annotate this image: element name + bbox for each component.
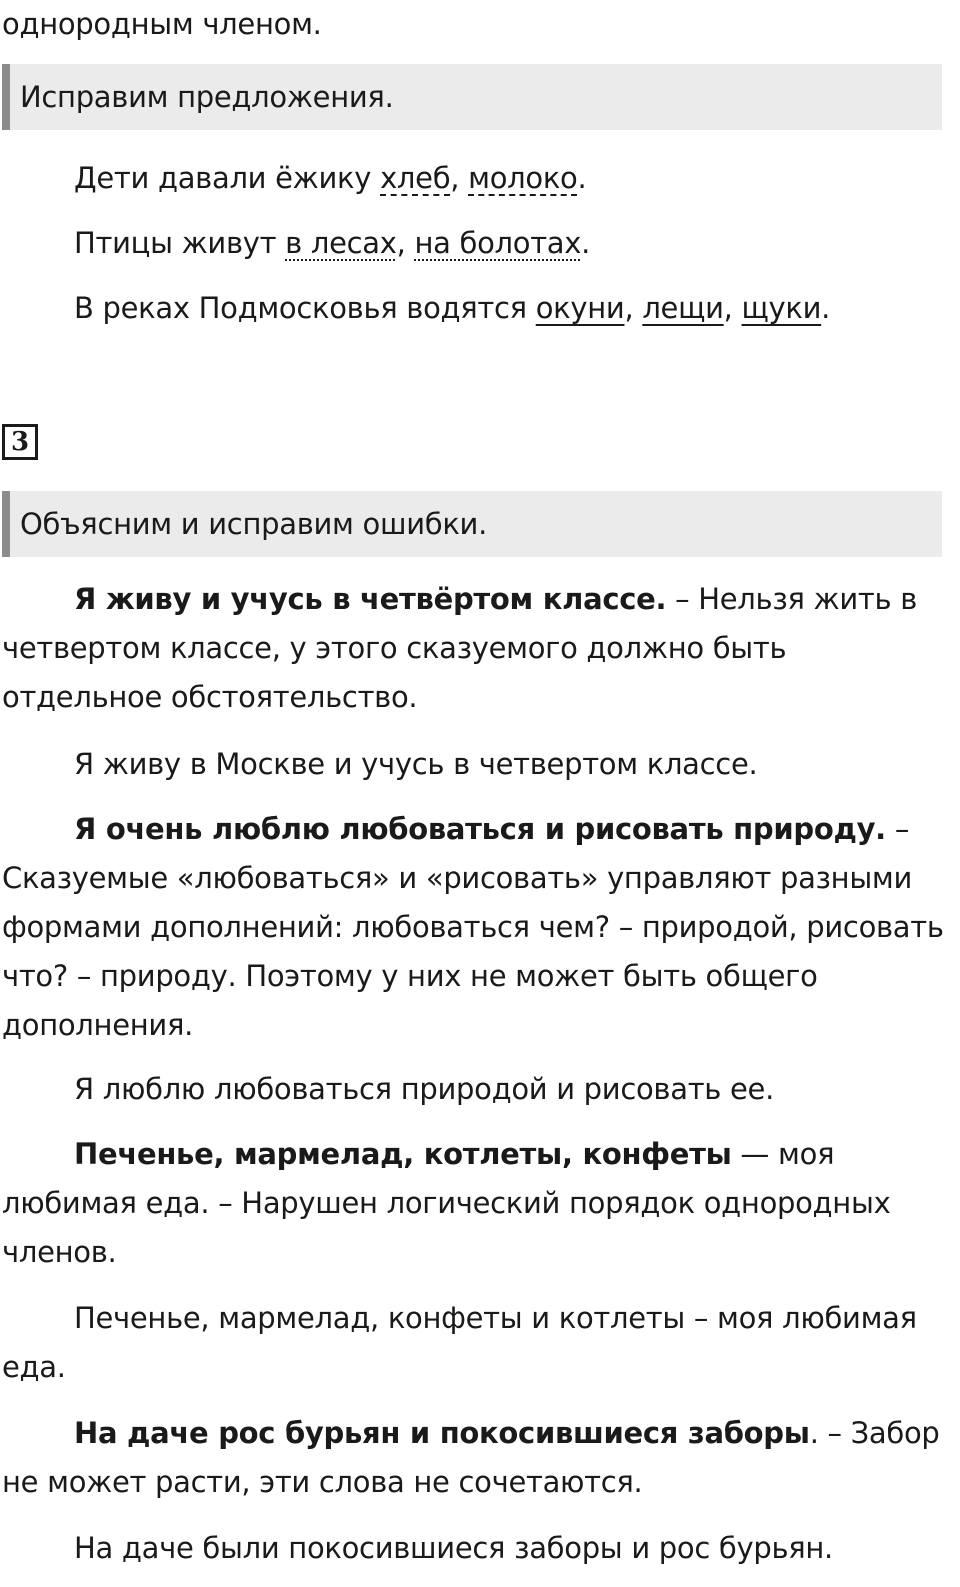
error-explanation: – Нельзя жить в четвертом классе, у этого сказуемого должно быть отдельное обстоятельство. xyxy=(2,582,917,714)
fixed-sentence-2: Я люблю любоваться природой и рисовать ее. xyxy=(74,1072,774,1106)
error-sentence: Я очень люблю любоваться и рисовать природу. xyxy=(74,812,886,846)
error-paragraph-2 xyxy=(2,805,950,1050)
task-number-box: 3 xyxy=(2,424,38,460)
sentence-end: . xyxy=(581,226,591,260)
error-explanation: . – Забор не может расти, эти слова не сочетаются. xyxy=(2,1416,940,1499)
separator: , xyxy=(624,291,643,325)
homogeneous-word: на болотах xyxy=(414,226,582,260)
sentence-2 xyxy=(74,219,590,268)
sentence-3 xyxy=(74,284,830,333)
homogeneous-word: окуни xyxy=(535,291,625,325)
homogeneous-word: в лесах xyxy=(285,226,397,260)
sentence-end: . xyxy=(577,161,587,195)
sentence-end: . xyxy=(821,291,831,325)
fixed-sentence-4: На даче были покосившиеся заборы и рос бурьян. xyxy=(74,1531,833,1565)
homogeneous-word: хлеб xyxy=(380,161,451,195)
homogeneous-word: молоко xyxy=(468,161,578,195)
banner-title: Исправим предложения. xyxy=(20,80,394,114)
error-sentence: Печенье, мармелад, котлеты, конфеты xyxy=(74,1137,732,1171)
error-paragraph-1 xyxy=(2,575,950,722)
separator: , xyxy=(450,161,469,195)
homogeneous-word: лещи xyxy=(642,291,724,325)
error-sentence: Я живу и учусь в четвёртом классе. xyxy=(74,582,667,616)
error-paragraph-4 xyxy=(2,1409,950,1507)
section-banner-fix xyxy=(2,64,942,130)
homogeneous-word: щуки xyxy=(741,291,822,325)
separator: , xyxy=(723,291,742,325)
separator: , xyxy=(396,226,415,260)
error-sentence: На даче рос бурьян и покосившиеся заборы xyxy=(74,1416,810,1450)
top-fragment-text: однородным членом. xyxy=(2,7,322,41)
error-explanation: – Сказуемые «любоваться» и «рисовать» управляют разными формами дополнений: любоваться чем? – природой, рисовать что? – природу. Поэтому у них не может быть общего дополнения. xyxy=(2,812,944,1042)
banner-title: Объясним и исправим ошибки. xyxy=(20,507,488,541)
error-paragraph-3 xyxy=(2,1130,950,1277)
sentence-text: В реках Подмосковья водятся xyxy=(74,291,536,325)
sentence-text: Птицы живут xyxy=(74,226,286,260)
error-explanation: — моя любимая еда. – Нарушен логический порядок однородных членов. xyxy=(2,1137,891,1269)
sentence-text: Дети давали ёжику xyxy=(74,161,381,195)
sentence-1 xyxy=(74,154,586,203)
fixed-sentence-3: Печенье, мармелад, конфеты и котлеты – моя любимая еда. xyxy=(2,1301,917,1384)
section-banner-errors xyxy=(2,491,942,557)
fixed-sentence-1: Я живу в Москве и учусь в четвертом классе. xyxy=(74,747,758,781)
